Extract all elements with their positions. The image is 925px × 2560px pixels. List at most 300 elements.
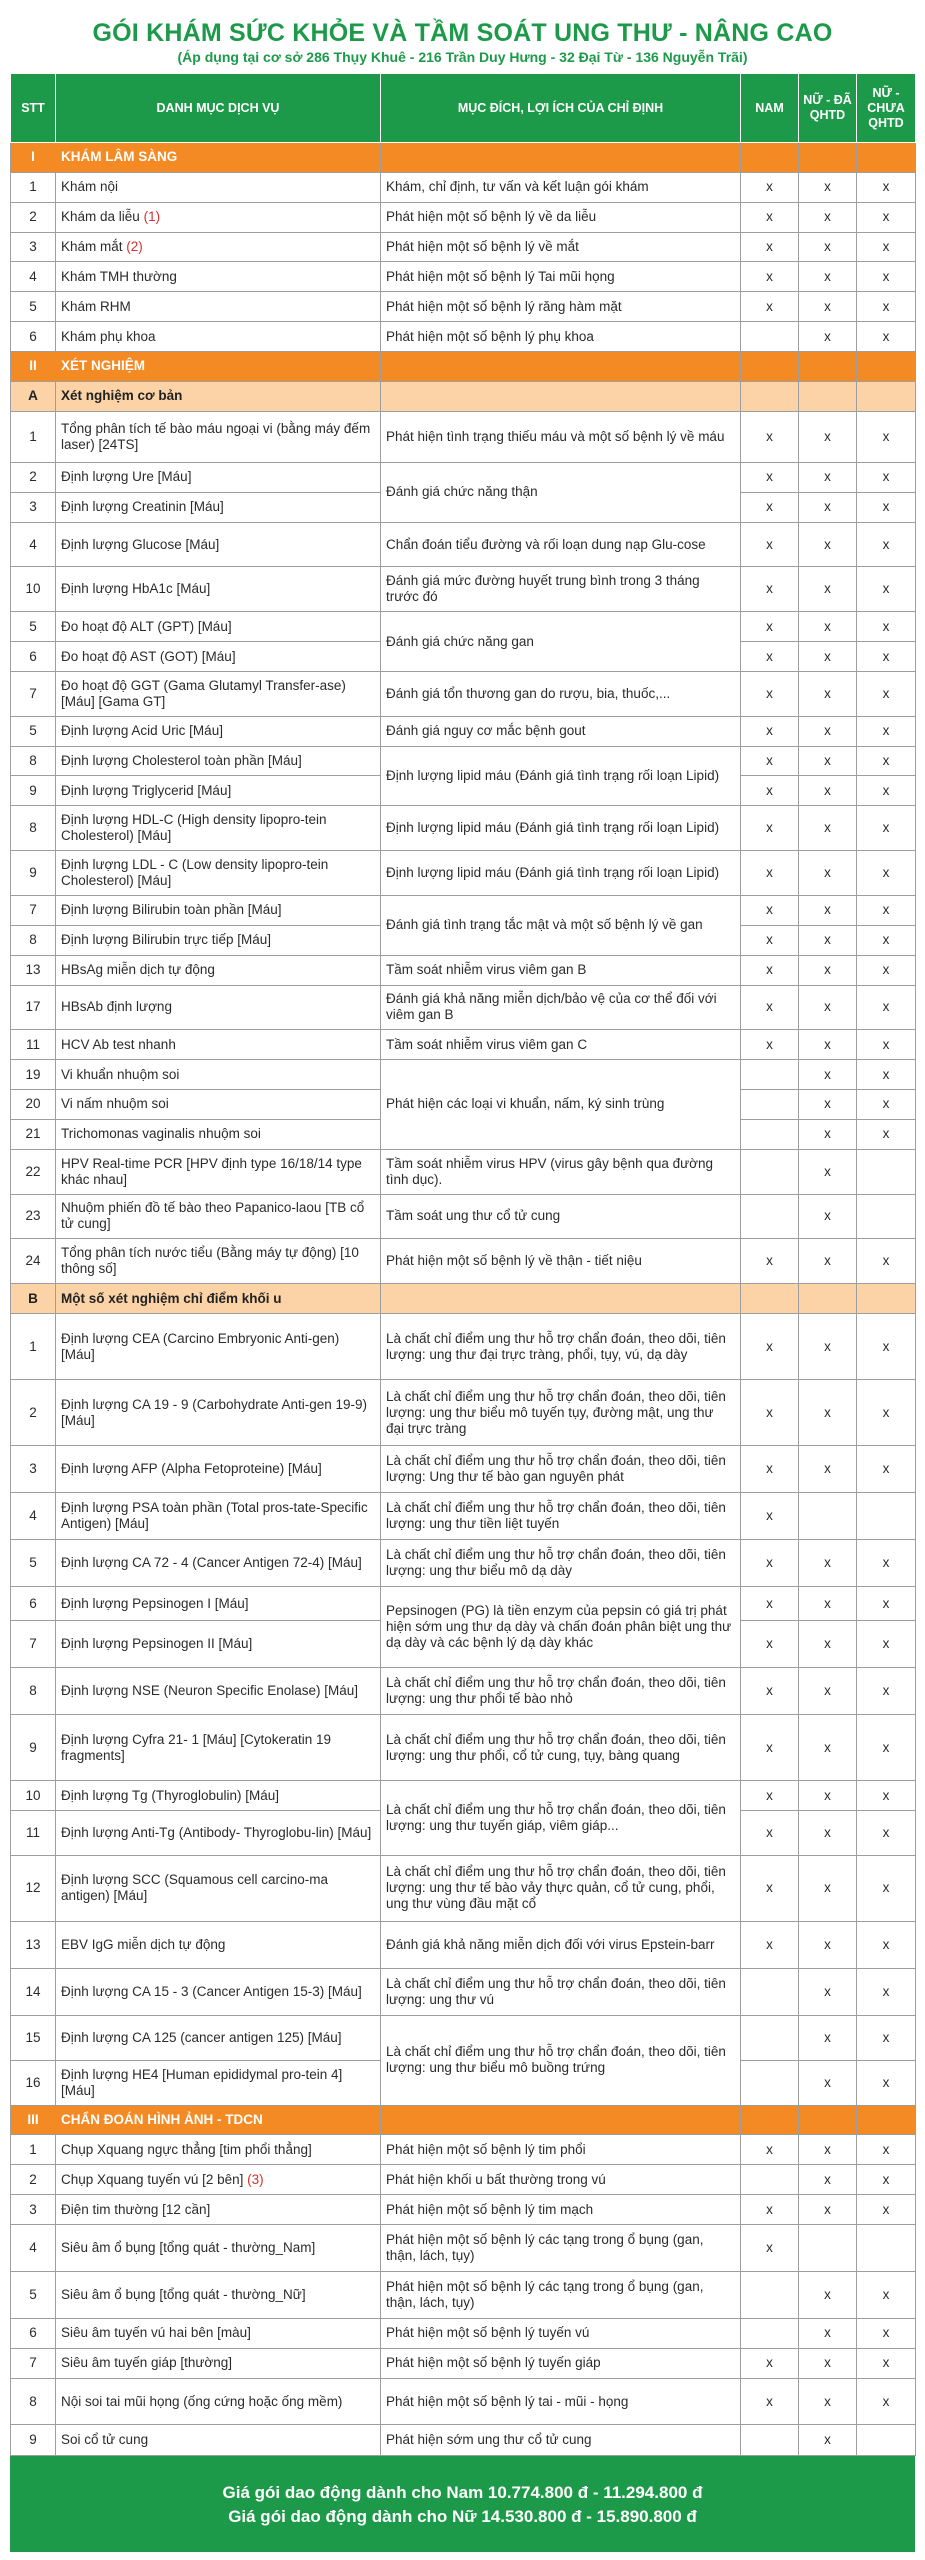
table-row — [11, 1314, 916, 1380]
row-service: Tổng phân tích nước tiểu (Bằng máy tự động) [10 thông số] — [56, 1239, 381, 1284]
row-purpose: Phát hiện một số bệnh lý tuyến vú — [381, 2318, 741, 2348]
row-service-text: Khám mắt — [61, 239, 123, 254]
table-row — [11, 322, 916, 352]
row-service: Định lượng Bilirubin trực tiếp [Máu] — [56, 925, 381, 955]
row-male — [741, 2271, 799, 2318]
table-row — [11, 1855, 916, 1921]
row-female-unmarried: x — [857, 172, 916, 202]
row-female-married: x — [799, 2060, 857, 2105]
section-stt: I — [11, 143, 56, 173]
row-service: Định lượng Cyfra 21- 1 [Máu] [Cytokeratin 19 fragments] — [56, 1715, 381, 1781]
row-female-married: x — [799, 1119, 857, 1149]
row-service: HBsAb định lượng — [56, 985, 381, 1030]
row-female-unmarried — [857, 1194, 916, 1239]
row-female-unmarried: x — [857, 1922, 916, 1969]
row-stt: 7 — [11, 2348, 56, 2378]
table-row — [11, 985, 916, 1030]
row-female-married: x — [799, 1621, 857, 1668]
row-male — [741, 1968, 799, 2015]
table-row — [11, 1540, 916, 1587]
row-purpose: Là chất chỉ điểm ung thư hỗ trợ chẩn đoán, theo dõi, tiên lượng: ung thư tế bào vảy thực quản, cổ tử cung, phổi, ung thư vùng đầu mặt cổ — [381, 1855, 741, 1921]
row-service: Định lượng Cholesterol toàn phần [Máu] — [56, 746, 381, 776]
row-female-married: x — [799, 671, 857, 716]
row-male — [741, 2318, 799, 2348]
row-female-married: x — [799, 2015, 857, 2060]
row-female-married: x — [799, 1239, 857, 1284]
row-stt: 10 — [11, 567, 56, 612]
table-row — [11, 2135, 916, 2165]
row-female-married: x — [799, 411, 857, 462]
page-subtitle: (Áp dụng tại cơ sở 286 Thụy Khuê - 216 Trần Duy Hưng - 32 Đại Từ - 136 Nguyễn Trãi) — [177, 49, 748, 65]
row-female-unmarried: x — [857, 1621, 916, 1668]
row-female-unmarried: x — [857, 462, 916, 492]
row-male: x — [741, 1446, 799, 1493]
row-purpose: Là chất chỉ điểm ung thư hỗ trợ chẩn đoán, theo dõi, tiên lượng: ung thư đại trực tràng, phổi, tụy, vú, dạ dày — [381, 1314, 741, 1380]
row-purpose: Phát hiện một số bệnh lý tim mạch — [381, 2195, 741, 2225]
row-male — [741, 2165, 799, 2195]
row-stt: 8 — [11, 806, 56, 851]
row-female-married — [799, 1493, 857, 1540]
row-stt: 2 — [11, 462, 56, 492]
row-male: x — [741, 462, 799, 492]
row-stt: 11 — [11, 1030, 56, 1060]
row-purpose: Đánh giá khả năng miễn dịch đối với virus Epstein-barr — [381, 1922, 741, 1969]
row-stt: 9 — [11, 2425, 56, 2456]
row-purpose: Phát hiện một số bệnh lý tim phổi — [381, 2135, 741, 2165]
row-service: Soi cổ tử cung — [56, 2425, 381, 2456]
table-row — [11, 1030, 916, 1060]
row-service: Định lượng HbA1c [Máu] — [56, 567, 381, 612]
row-female-married: x — [799, 1314, 857, 1380]
row-male — [741, 322, 799, 352]
row-stt: 5 — [11, 1540, 56, 1587]
row-purpose: Phát hiện một số bệnh lý tai - mũi - họng — [381, 2378, 741, 2425]
row-male: x — [741, 522, 799, 567]
row-purpose: Phát hiện một số bệnh lý về da liễu — [381, 202, 741, 232]
row-female-married: x — [799, 1855, 857, 1921]
row-purpose: Tầm soát ung thư cổ tử cung — [381, 1194, 741, 1239]
price-table — [10, 73, 916, 2456]
section-stt: II — [11, 352, 56, 382]
row-service: Định lượng Pepsinogen II [Máu] — [56, 1621, 381, 1668]
row-service: Vi khuẩn nhuộm soi — [56, 1060, 381, 1090]
row-note: (1) — [143, 209, 161, 225]
row-female-married: x — [799, 2318, 857, 2348]
table-row — [11, 2318, 916, 2348]
row-male: x — [741, 1855, 799, 1921]
row-service: HPV Real-time PCR [HPV định type 16/18/14 type khác nhau] — [56, 1149, 381, 1194]
row-stt: 2 — [11, 2165, 56, 2195]
page-title: GÓI KHÁM SỨC KHỎE VÀ TẦM SOÁT UNG THƯ - NÂNG CAO — [92, 19, 833, 47]
row-service-text: Khám da liễu — [61, 209, 140, 225]
row-male: x — [741, 1922, 799, 1969]
row-service: Định lượng PSA toàn phần (Total pros-tate-Specific Antigen) [Máu] — [56, 1493, 381, 1540]
row-purpose: Định lượng lipid máu (Đánh giá tình trạng rối loạn Lipid) — [381, 806, 741, 851]
row-male: x — [741, 985, 799, 1030]
table-row — [11, 2165, 916, 2195]
row-female-married: x — [799, 202, 857, 232]
table-row — [11, 746, 916, 776]
row-purpose: Tầm soát nhiễm virus HPV (virus gây bệnh qua đường tình dục). — [381, 1149, 741, 1194]
row-stt: 23 — [11, 1194, 56, 1239]
row-service: Định lượng SCC (Squamous cell carcino-ma antigen) [Máu] — [56, 1855, 381, 1921]
row-female-unmarried — [857, 1493, 916, 1540]
row-male: x — [741, 2195, 799, 2225]
row-female-unmarried: x — [857, 1968, 916, 2015]
table-row — [11, 1149, 916, 1194]
row-note: (3) — [247, 2171, 264, 2187]
row-stt: 5 — [11, 716, 56, 746]
table-row — [11, 955, 916, 985]
row-female-unmarried: x — [857, 2348, 916, 2378]
row-male — [741, 1149, 799, 1194]
row-service: Định lượng CA 125 (cancer antigen 125) [Máu] — [56, 2015, 381, 2060]
row-male: x — [741, 776, 799, 806]
row-female-unmarried: x — [857, 322, 916, 352]
row-female-unmarried: x — [857, 2378, 916, 2425]
row-male: x — [741, 2135, 799, 2165]
row-female-married: x — [799, 462, 857, 492]
row-purpose: Đánh giá khả năng miễn dịch/bảo vệ của cơ thể đối với viêm gan B — [381, 985, 741, 1030]
row-purpose: Đánh giá nguy cơ mắc bệnh gout — [381, 716, 741, 746]
row-female-unmarried: x — [857, 746, 916, 776]
row-female-unmarried: x — [857, 567, 916, 612]
row-female-unmarried: x — [857, 1855, 916, 1921]
row-female-married: x — [799, 1781, 857, 1811]
row-purpose: Phát hiện khối u bất thường trong vú — [381, 2165, 741, 2195]
table-row — [11, 1968, 916, 2015]
row-female-married: x — [799, 292, 857, 322]
table-row — [11, 806, 916, 851]
row-service: Định lượng Anti-Tg (Antibody- Thyroglobu-lin) [Máu] — [56, 1811, 381, 1856]
row-purpose: Là chất chỉ điểm ung thư hỗ trợ chẩn đoán, theo dõi, tiên lượng: ung thư phổi tế bào nhỏ — [381, 1668, 741, 1715]
row-female-unmarried: x — [857, 2271, 916, 2318]
table-row — [11, 2015, 916, 2060]
row-service: HBsAg miễn dịch tự động — [56, 955, 381, 985]
subsection-label: Một số xét nghiệm chỉ điểm khối u — [56, 1284, 381, 1314]
section-label: XÉT NGHIỆM — [56, 352, 381, 382]
table-row — [11, 1587, 916, 1621]
row-service — [56, 232, 381, 262]
row-female-married: x — [799, 716, 857, 746]
table-row — [11, 2425, 916, 2456]
table-row — [11, 1060, 916, 1090]
row-female-unmarried: x — [857, 895, 916, 925]
row-stt: 4 — [11, 1493, 56, 1540]
row-female-unmarried: x — [857, 955, 916, 985]
row-service: Định lượng Glucose [Máu] — [56, 522, 381, 567]
row-female-unmarried — [857, 2425, 916, 2456]
row-male: x — [741, 492, 799, 522]
row-female-married: x — [799, 985, 857, 1030]
row-male — [741, 1090, 799, 1120]
row-male: x — [741, 1030, 799, 1060]
row-stt: 24 — [11, 1239, 56, 1284]
row-stt: 3 — [11, 2195, 56, 2225]
row-purpose: Định lượng lipid máu (Đánh giá tình trạng rối loạn Lipid) — [381, 746, 741, 806]
table-row — [11, 2271, 916, 2318]
row-service: Khám phụ khoa — [56, 322, 381, 352]
row-service: Định lượng LDL - C (Low density lipopro-tein Cholesterol) [Máu] — [56, 851, 381, 896]
section-label: CHẨN ĐOÁN HÌNH ẢNH - TDCN — [56, 2105, 381, 2135]
row-purpose: Phát hiện một số bệnh lý về thận - tiết niệu — [381, 1239, 741, 1284]
row-service: Siêu âm tuyến vú hai bên [màu] — [56, 2318, 381, 2348]
row-purpose: Phát hiện một số bệnh lý phụ khoa — [381, 322, 741, 352]
row-female-married: x — [799, 1715, 857, 1781]
row-purpose: Phát hiện một số bệnh lý răng hàm mặt — [381, 292, 741, 322]
row-service: Định lượng Bilirubin toàn phần [Máu] — [56, 895, 381, 925]
table-row — [11, 2195, 916, 2225]
row-female-unmarried: x — [857, 671, 916, 716]
row-female-married: x — [799, 642, 857, 672]
row-service: Định lượng Ure [Máu] — [56, 462, 381, 492]
row-female-unmarried — [857, 1149, 916, 1194]
row-stt: 2 — [11, 1380, 56, 1446]
row-female-married: x — [799, 776, 857, 806]
row-service: Nhuộm phiến đồ tế bào theo Papanico-laou [TB cổ tử cung] — [56, 1194, 381, 1239]
row-female-married: x — [799, 232, 857, 262]
row-stt: 1 — [11, 411, 56, 462]
row-stt: 1 — [11, 172, 56, 202]
row-female-unmarried: x — [857, 411, 916, 462]
row-female-married — [799, 2224, 857, 2271]
row-male — [741, 2060, 799, 2105]
row-service: Định lượng Triglycerid [Máu] — [56, 776, 381, 806]
row-purpose: Là chất chỉ điểm ung thư hỗ trợ chẩn đoán, theo dõi, tiên lượng: ung thư biểu mô dạ dày — [381, 1540, 741, 1587]
row-female-married: x — [799, 1060, 857, 1090]
row-female-unmarried — [857, 2224, 916, 2271]
row-male: x — [741, 1781, 799, 1811]
row-female-unmarried: x — [857, 1668, 916, 1715]
row-purpose: Là chất chỉ điểm ung thư hỗ trợ chẩn đoán, theo dõi, tiên lượng: ung thư tiền liệt tuyến — [381, 1493, 741, 1540]
row-female-married: x — [799, 1030, 857, 1060]
row-stt: 5 — [11, 2271, 56, 2318]
row-male: x — [741, 716, 799, 746]
row-male — [741, 1194, 799, 1239]
row-purpose: Đánh giá chức năng gan — [381, 612, 741, 672]
row-stt: 7 — [11, 1621, 56, 1668]
subsection-row — [11, 381, 916, 411]
row-female-married: x — [799, 172, 857, 202]
table-row — [11, 1446, 916, 1493]
row-female-unmarried: x — [857, 716, 916, 746]
header-row — [11, 74, 916, 143]
header-female-unmarried: NỮ - CHƯA QHTD — [857, 74, 916, 143]
row-female-unmarried: x — [857, 642, 916, 672]
table-row — [11, 2224, 916, 2271]
row-female-unmarried: x — [857, 1090, 916, 1120]
row-male — [741, 2425, 799, 2456]
row-service: Định lượng AFP (Alpha Fetoproteine) [Máu] — [56, 1446, 381, 1493]
row-service: Định lượng Acid Uric [Máu] — [56, 716, 381, 746]
section-row — [11, 143, 916, 173]
table-row — [11, 851, 916, 896]
row-service: Định lượng NSE (Neuron Specific Enolase) [Máu] — [56, 1668, 381, 1715]
row-female-unmarried: x — [857, 1030, 916, 1060]
row-female-unmarried: x — [857, 2060, 916, 2105]
row-service: HCV Ab test nhanh — [56, 1030, 381, 1060]
header-female-married: NỮ - ĐÃ QHTD — [799, 74, 857, 143]
table-row — [11, 1922, 916, 1969]
row-purpose: Là chất chỉ điểm ung thư hỗ trợ chẩn đoán, theo dõi, tiên lượng: ung thư phổi, cổ tử cung, tụy, bàng quang — [381, 1715, 741, 1781]
row-service: Đo hoạt độ AST (GOT) [Máu] — [56, 642, 381, 672]
row-stt: 7 — [11, 671, 56, 716]
row-service: Định lượng CA 19 - 9 (Carbohydrate Anti-gen 19-9) [Máu] — [56, 1380, 381, 1446]
row-stt: 8 — [11, 1668, 56, 1715]
row-service: Tổng phân tích tế bào máu ngoại vi (bằng máy đếm laser) [24TS] — [56, 411, 381, 462]
row-stt: 3 — [11, 492, 56, 522]
row-female-married: x — [799, 1968, 857, 2015]
row-purpose: Đánh giá tình trạng tắc mật và một số bệnh lý về gan — [381, 895, 741, 955]
row-stt: 13 — [11, 955, 56, 985]
row-stt: 5 — [11, 292, 56, 322]
row-stt: 3 — [11, 232, 56, 262]
row-service: Chụp Xquang ngực thẳng [tim phổi thẳng] — [56, 2135, 381, 2165]
row-stt: 16 — [11, 2060, 56, 2105]
row-stt: 21 — [11, 1119, 56, 1149]
row-service: Nội soi tai mũi họng (ống cứng hoặc ống mềm) — [56, 2378, 381, 2425]
table-row — [11, 567, 916, 612]
row-female-unmarried: x — [857, 232, 916, 262]
row-purpose: Định lượng lipid máu (Đánh giá tình trạng rối loạn Lipid) — [381, 851, 741, 896]
row-service: Định lượng CEA (Carcino Embryonic Anti-gen) [Máu] — [56, 1314, 381, 1380]
table-row — [11, 1668, 916, 1715]
row-female-unmarried: x — [857, 2318, 916, 2348]
row-service: Siêu âm tuyến giáp [thường] — [56, 2348, 381, 2378]
row-female-married: x — [799, 492, 857, 522]
row-male: x — [741, 1621, 799, 1668]
row-female-married: x — [799, 746, 857, 776]
row-female-unmarried: x — [857, 851, 916, 896]
row-stt: 13 — [11, 1922, 56, 1969]
header-male: NAM — [741, 74, 799, 143]
header-stt: STT — [11, 74, 56, 143]
row-female-married: x — [799, 262, 857, 292]
row-male: x — [741, 1493, 799, 1540]
row-purpose: Phát hiện tình trạng thiếu máu và một số bệnh lý về máu — [381, 411, 741, 462]
table-row — [11, 411, 916, 462]
row-female-married: x — [799, 955, 857, 985]
row-female-married: x — [799, 2425, 857, 2456]
row-male: x — [741, 955, 799, 985]
row-stt: 9 — [11, 851, 56, 896]
row-female-unmarried: x — [857, 2015, 916, 2060]
row-male: x — [741, 671, 799, 716]
row-male: x — [741, 1380, 799, 1446]
row-stt: 9 — [11, 1715, 56, 1781]
table-row — [11, 202, 916, 232]
row-stt: 14 — [11, 1968, 56, 2015]
row-male: x — [741, 925, 799, 955]
row-female-married: x — [799, 2378, 857, 2425]
row-purpose: Là chất chỉ điểm ung thư hỗ trợ chẩn đoán, theo dõi, tiên lượng: Ung thư tế bào gan nguyên phát — [381, 1446, 741, 1493]
row-service — [56, 2165, 381, 2195]
row-purpose: Tầm soát nhiễm virus viêm gan B — [381, 955, 741, 985]
row-female-unmarried: x — [857, 1314, 916, 1380]
row-purpose: Đánh giá chức năng thận — [381, 462, 741, 522]
row-stt: 12 — [11, 1855, 56, 1921]
row-female-unmarried: x — [857, 1715, 916, 1781]
row-service: Vi nấm nhuộm soi — [56, 1090, 381, 1120]
row-male: x — [741, 895, 799, 925]
row-service: Đo hoạt độ GGT (Gama Glutamyl Transfer-ase) [Máu] [Gama GT] — [56, 671, 381, 716]
table-row — [11, 1781, 916, 1811]
row-male: x — [741, 642, 799, 672]
row-male: x — [741, 1314, 799, 1380]
row-female-married: x — [799, 1811, 857, 1856]
row-stt: 6 — [11, 642, 56, 672]
row-female-unmarried: x — [857, 1540, 916, 1587]
row-female-unmarried: x — [857, 1060, 916, 1090]
row-male: x — [741, 1239, 799, 1284]
row-note: (2) — [126, 239, 143, 254]
row-stt: 20 — [11, 1090, 56, 1120]
row-service: Định lượng Tg (Thyroglobulin) [Máu] — [56, 1781, 381, 1811]
table-row — [11, 2348, 916, 2378]
row-purpose: Phát hiện một số bệnh lý các tạng trong ổ bụng (gan, thận, lách, tụy) — [381, 2224, 741, 2271]
row-female-married: x — [799, 322, 857, 352]
row-female-unmarried: x — [857, 1587, 916, 1621]
row-female-unmarried: x — [857, 2195, 916, 2225]
row-female-unmarried: x — [857, 522, 916, 567]
row-stt: 5 — [11, 612, 56, 642]
row-service-text: Chụp Xquang tuyến vú [2 bên] — [61, 2171, 244, 2187]
row-female-married: x — [799, 2165, 857, 2195]
table-row — [11, 292, 916, 322]
row-female-unmarried: x — [857, 1811, 916, 1856]
row-service: Điện tim thường [12 cần] — [56, 2195, 381, 2225]
section-row — [11, 352, 916, 382]
row-female-unmarried: x — [857, 492, 916, 522]
table-row — [11, 1194, 916, 1239]
row-service: Trichomonas vaginalis nhuộm soi — [56, 1119, 381, 1149]
row-male: x — [741, 1668, 799, 1715]
row-stt: 4 — [11, 262, 56, 292]
row-stt: 1 — [11, 2135, 56, 2165]
row-purpose: Phát hiện một số bệnh lý tuyến giáp — [381, 2348, 741, 2378]
row-purpose: Là chất chỉ điểm ung thư hỗ trợ chẩn đoán, theo dõi, tiên lượng: ung thư tuyến giáp, viêm giáp... — [381, 1781, 741, 1856]
row-male: x — [741, 2378, 799, 2425]
table-row — [11, 172, 916, 202]
row-male — [741, 1060, 799, 1090]
row-service — [56, 202, 381, 232]
row-stt: 6 — [11, 2318, 56, 2348]
row-female-unmarried: x — [857, 292, 916, 322]
row-service: Khám RHM — [56, 292, 381, 322]
row-purpose: Khám, chỉ định, tư vấn và kết luận gói khám — [381, 172, 741, 202]
row-female-unmarried: x — [857, 776, 916, 806]
row-female-unmarried: x — [857, 1380, 916, 1446]
row-female-unmarried: x — [857, 262, 916, 292]
row-service: Định lượng HDL-C (High density lipopro-tein Cholesterol) [Máu] — [56, 806, 381, 851]
row-female-unmarried: x — [857, 985, 916, 1030]
row-female-married: x — [799, 567, 857, 612]
row-male: x — [741, 1811, 799, 1856]
row-service: Định lượng Creatinin [Máu] — [56, 492, 381, 522]
section-label: KHÁM LÂM SÀNG — [56, 143, 381, 173]
table-row — [11, 262, 916, 292]
row-male: x — [741, 851, 799, 896]
row-female-unmarried: x — [857, 2135, 916, 2165]
price-female: Giá gói dao động dành cho Nữ 14.530.800 đ - 15.890.800 đ — [228, 2507, 697, 2526]
row-female-married: x — [799, 1380, 857, 1446]
row-male: x — [741, 262, 799, 292]
table-row — [11, 1239, 916, 1284]
row-female-married: x — [799, 1446, 857, 1493]
row-stt: 8 — [11, 925, 56, 955]
table-row — [11, 1715, 916, 1781]
row-female-unmarried: x — [857, 1446, 916, 1493]
